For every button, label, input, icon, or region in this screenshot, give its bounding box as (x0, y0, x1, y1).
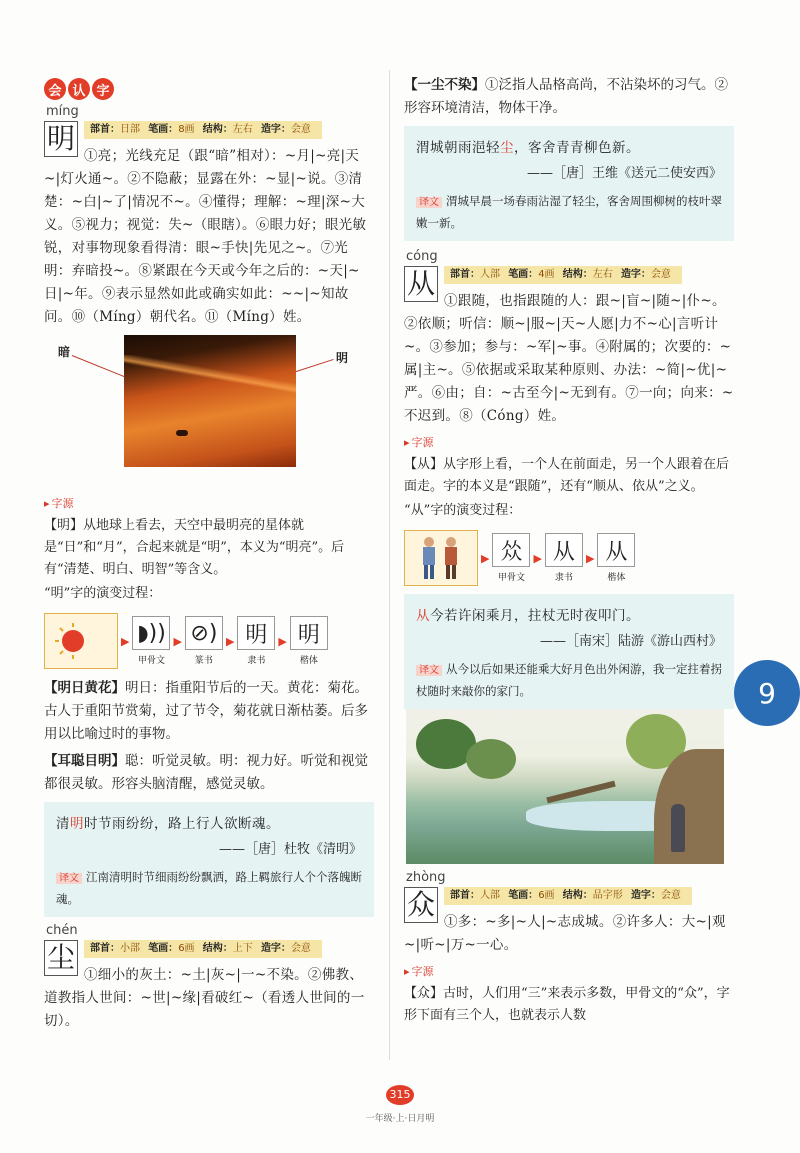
evolution-row (404, 530, 734, 586)
meta-value: 6画 (538, 890, 555, 901)
two-people-icon (411, 533, 471, 583)
entry-ming (44, 104, 374, 917)
evolution-title: “从”字的演变过程： (404, 503, 522, 518)
village-landscape-painting (406, 709, 724, 864)
glyph-caption: 甲骨文 (137, 656, 165, 666)
chapter-tab: 9 (734, 660, 800, 726)
idiom-term: 【耳聪目明】 (44, 753, 125, 769)
page-footer (0, 1083, 800, 1124)
meta-value: 会意 (290, 943, 311, 954)
glyph-jiaguwen (132, 616, 170, 666)
meta-key: 部首： (450, 269, 480, 280)
meta-key: 笔画： (508, 890, 539, 901)
column-divider (389, 70, 390, 1060)
camel-silhouette (176, 430, 188, 436)
meta-key: 造字： (630, 890, 661, 901)
definition-text: ①跟随，也指跟随的人：跟~|盲~|随~|仆~。②依顺；听信：顺~|服~|天~人愿|力不~心|言听计~。③参加；参与：~军|~事。④附属的；次要的：~属|主~。⑤依据或采取某种原则、办法：~简|~优|~严。⑥由；自：~古至今|~无到有。⑦一向；向来：~不迟到。⑧（Cóng）姓。 (404, 293, 734, 424)
arrow-icon: ▶ (225, 634, 235, 648)
page-number: 315 (386, 1085, 414, 1105)
bridge (546, 781, 615, 804)
idiom-text: 明日：指重阳节后的一天。黄花：菊花。古人于重阳节赏菊，过了节令，菊花就日渐枯萎。后多用以比喻过时的事物。 (44, 680, 368, 742)
definition (44, 145, 374, 329)
meta-value: 上下 (232, 943, 253, 954)
meta-value: 小部 (120, 943, 140, 954)
two-people-picture (404, 530, 478, 586)
entry-zhong (404, 870, 734, 1027)
meta-value: 会意 (650, 269, 671, 280)
glyph-lishu (237, 616, 275, 666)
meta-key: 结构： (202, 943, 233, 954)
meta-bar (84, 121, 322, 139)
poem-text: 渭城朝雨浥轻 (416, 140, 500, 156)
poem-highlight: 明 (70, 816, 84, 832)
arrow-icon: ▶ (533, 551, 542, 565)
meta-bar (444, 266, 682, 284)
glyph: 从 (545, 533, 583, 567)
translation-tag: 译文 (416, 665, 442, 676)
meta-key: 造字： (620, 269, 651, 280)
ziyuan-text: 【明】从地球上看去，天空中最明亮的星体就是“日”和“月”，合起来就是“明”，本义为“明亮”。后有“清楚、明白、明智”等含义。 (44, 518, 345, 577)
idiom-text: 聪：听觉灵敏。明：视力好。听觉和视觉都很灵敏。形容头脑清醒，感觉灵敏。 (44, 753, 368, 792)
definition (44, 964, 374, 1033)
translation (416, 191, 722, 233)
glyph-jiaguwen (492, 533, 530, 583)
tree (466, 739, 516, 779)
definition (404, 290, 734, 428)
section-title-char: 字 (92, 78, 114, 100)
pinyin: cóng (406, 249, 438, 264)
glyph-caption: 隶书 (554, 573, 573, 583)
meta-key: 部首： (90, 124, 120, 135)
idiom-term: 【明日黄花】 (44, 680, 125, 696)
ziyuan-label: ▸ 字源 (404, 434, 734, 450)
meta-bar (84, 940, 322, 958)
glyph-caption: 楷体 (299, 656, 318, 666)
sun-moon-icon (51, 619, 111, 663)
meta-value: 左右 (592, 269, 613, 280)
glyph-kaiti (597, 533, 635, 583)
meta-key: 造字： (260, 943, 291, 954)
glyph-kaiti (290, 616, 328, 666)
meta-key: 结构： (202, 124, 233, 135)
idiom-ercong (44, 750, 374, 796)
desert-photo (124, 335, 296, 467)
meta-value: 4画 (538, 269, 555, 280)
meta-value: 日部 (120, 124, 140, 135)
meta-bar (444, 887, 692, 905)
glyph: ◗)) (132, 616, 170, 650)
idiom-text: ①泛指人品格高尚，不沾染坏的习气。②形容环境清洁，物体干净。 (404, 77, 728, 116)
idiom-term: 【一尘不染】 (404, 77, 485, 93)
translation-text: 江南清明时节细雨纷纷飘洒，路上羁旅行人个个落魄断魂。 (56, 870, 362, 906)
poem-box (404, 594, 734, 709)
meta-key: 结构： (562, 269, 593, 280)
glyph: 从 (597, 533, 635, 567)
poem-highlight: 从 (416, 608, 430, 624)
arrow-icon: ▶ (481, 551, 490, 565)
translation (416, 659, 722, 701)
meta-value: 左右 (232, 124, 253, 135)
poem-source: ——［南宋］陆游《游山西村》 (539, 634, 722, 649)
definition-text: ①细小的灰土：~土|灰~|一~不染。②佛教、道教指人世间：~世|~缘|看破红~（看透人世间的一切）。 (44, 967, 365, 1029)
poem-source: ——［唐］王维《送元二使安西》 (526, 166, 722, 181)
dune-ridge (124, 355, 296, 395)
translation-text: 渭城早晨一场春雨沾湿了轻尘，客舍周围柳树的枝叶翠嫩一新。 (416, 194, 722, 230)
right-column (404, 78, 734, 1027)
headword: 明 (44, 121, 78, 157)
meta-value: 品字形 (592, 890, 623, 901)
poem-box (44, 802, 374, 917)
poem-line (56, 812, 362, 832)
poem-box (404, 126, 734, 241)
definition-text: ①亮；光线充足（跟“暗”相对）：~月|~亮|天~|灯火通~。②不隐蔽；显露在外：~显|~说。③清楚：~白|~了|情况不~。④懂得；理解：~理|深~大义。⑤视力；视觉：失~（眼瞎）。⑥眼力好；眼光敏锐，对事物现象看得清：眼~手快|先见之~。⑦光明：弃暗投~。⑧紧跟在今天或今年之后的：~天|~日|~年。⑨表示显然如此或确实如此：~~|~知故问。⑩（Míng）朝代名。⑪（Míng）姓。 (44, 148, 367, 325)
section-title-char: 会 (44, 78, 66, 100)
poem-line (416, 604, 722, 624)
left-column (44, 78, 374, 1033)
meta-key: 造字： (260, 124, 291, 135)
meta-value: 会意 (660, 890, 681, 901)
entry-cong (404, 249, 734, 864)
arrow-icon: ▶ (278, 634, 287, 648)
ziyuan-label: ▸ 字源 (44, 495, 374, 511)
arrow-icon: ▶ (173, 634, 182, 648)
glyph: 𠈌 (492, 533, 530, 567)
footer-text: 一年级·上·日月明 (365, 1114, 435, 1124)
sun-moon-picture (44, 613, 118, 669)
meta-value: 会意 (290, 124, 311, 135)
entry-chen (44, 923, 374, 1033)
ziyuan-label: ▸ 字源 (404, 963, 734, 979)
pinyin: zhòng (406, 870, 446, 885)
ziyuan-text: 【众】古时，人们用“三”来表示多数，甲骨文的“众”，字形下面有三个人，也就表示人数 (404, 986, 730, 1023)
meta-value: 人部 (480, 890, 500, 901)
meta-value: 人部 (480, 269, 500, 280)
poem-text: 今若许闲乘月，拄杖无时夜叩门。 (430, 608, 640, 624)
meta-value: 6画 (178, 943, 195, 954)
poem-line (416, 136, 722, 156)
translation-tag: 译文 (416, 197, 442, 208)
glyph: 明 (290, 616, 328, 650)
pinyin: míng (46, 104, 79, 119)
glyph-caption: 隶书 (247, 656, 266, 666)
translation-tag: 译文 (56, 873, 82, 884)
poem-text: 清 (56, 816, 70, 832)
evolution-row (44, 613, 374, 669)
definition (404, 911, 734, 957)
glyph-caption: 甲骨文 (497, 573, 525, 583)
meta-key: 笔画： (148, 124, 179, 135)
poem-highlight: 尘 (500, 140, 514, 156)
meta-value: 8画 (178, 124, 195, 135)
meta-key: 笔画： (148, 943, 179, 954)
label-bright: 明 (336, 351, 349, 365)
glyph-caption: 楷体 (607, 573, 626, 583)
dark-light-illustration (44, 335, 374, 485)
glyph: ⊘) (185, 616, 223, 650)
meta-key: 部首： (90, 943, 120, 954)
translation-text: 从今以后如果还能乘大好月色出外闲游，我一定拄着拐杖随时来敲你的家门。 (416, 662, 722, 698)
meta-key: 笔画： (508, 269, 539, 280)
section-title-char: 认 (68, 78, 90, 100)
meta-key: 结构： (562, 890, 593, 901)
idiom-yichen (404, 74, 734, 120)
glyph-zhuanshu (185, 616, 223, 666)
arrow-icon: ▶ (585, 551, 595, 565)
label-dark: 暗 (58, 345, 71, 359)
glyph-lishu (545, 533, 583, 583)
ziyuan-text: 【从】从字形上看，一个人在前面走，另一个人跟着在后面走。字的本义是“跟随”，还有“顺从、依从”之义。 (404, 457, 730, 494)
glyph-caption: 篆书 (194, 656, 213, 666)
poem-source: ——［唐］杜牧《清明》 (218, 842, 362, 857)
section-title (44, 78, 374, 100)
evolution-title: “明”字的演变过程： (44, 586, 162, 601)
translation (56, 867, 362, 909)
idiom-mingri (44, 677, 374, 746)
old-man-figure (671, 804, 685, 852)
poem-text: ，客舍青青柳色新。 (514, 140, 640, 156)
headword: 尘 (44, 940, 78, 976)
pinyin: chén (46, 923, 78, 938)
glyph: 明 (237, 616, 275, 650)
poem-text: 时节雨纷纷，路上行人欲断魂。 (84, 816, 280, 832)
definition-text: ①多：~多|~人|~志成城。②许多人：大~|观~|听~|万~一心。 (404, 914, 726, 953)
arrow-icon: ▶ (121, 634, 130, 648)
meta-key: 部首： (450, 890, 480, 901)
headword: 众 (404, 887, 438, 923)
headword: 从 (404, 266, 438, 302)
